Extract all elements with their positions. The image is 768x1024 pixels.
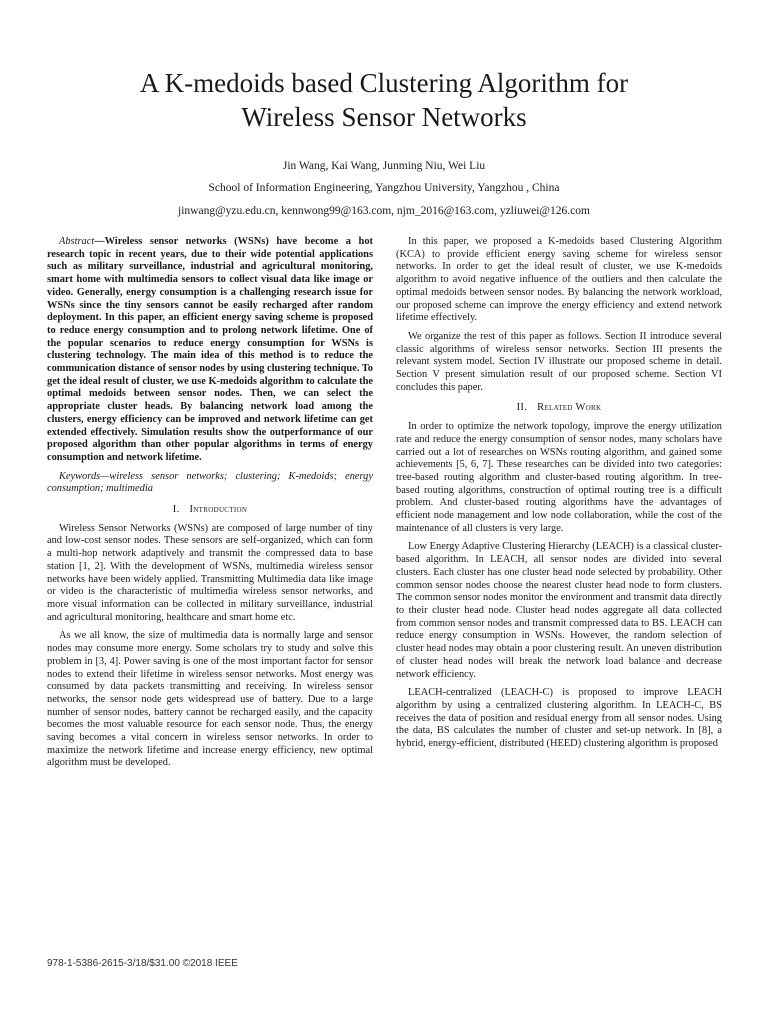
paper-title [0,66,768,134]
keywords-lead: Keywords [59,470,101,482]
intro-paragraph: We organize the rest of this paper as follows. Section II introduce several classic algorithms of wireless sensor networks. Section III presents the relevant system model. Section IV illustrate our proposed scheme in detail. Section V present simulation result of our proposed scheme. Section VI concludes this paper. [396,330,722,393]
abstract [47,236,373,465]
section-heading-related-work [396,402,722,415]
section-title: Introduction [189,504,248,516]
section-number: I. [172,504,180,516]
paper-title-line-1: A K-medoids based Clustering Algorithm for [139,68,629,98]
related-paragraph: LEACH-centralized (LEACH-C) is proposed to improve LEACH algorithm by using a centralized clustering algorithm. In LEACH-C, BS receives the data of position and residual energy from all sensor nodes. Using the data, BS calculates the number of cluster and set-up network. In [8], a hybrid, energy-efficient, distributed (HEED) clustering algorithm is proposed [396,687,722,750]
section-number: II. [516,402,528,414]
intro-paragraph: In this paper, we proposed a K-medoids based Clustering Algorithm (KCA) to provide efficient energy saving scheme for wireless sensor networks. In order to get the ideal result of cluster, we use K-medoids algorithm to avoid negative influence of the outliers and then calculate the optimal medoids between sensor nodes. By balancing the network workload, our proposed scheme can improve the energy efficiency and extend network lifetime effectively. [396,236,722,324]
abstract-text: —Wireless sensor networks (WSNs) have become a hot research topic in recent years, due to their wide potential applications such as military surveillance, industrial and agricultural monitoring, smart home with multimedia sensors to collect visual data like image or video. Generally, energy consumption is a challenging research issue for WSNs since the tiny sensors cannot be easily recharged after random deployment. In this paper, an efficient energy saving scheme is proposed to reduce energy consumption and to prolong network lifetime. One of the popular scenarios to reduce energy consumption for WSNs is clustering technology. The main idea of this method is to reduce the communication distance of sensor nodes by using clustering technique. To get the ideal result of cluster, we use K-medoids algorithm to calculate the optimal medoids between sensor nodes. Then, we can select the appropriate cluster heads. By balancing network load among the clusters, energy efficiency can be improved and network lifetime can get extended effectively. Simulation results show the outperformance of our proposed algorithm than other popular algorithms in terms of energy consumption and network lifetime. [47,236,373,463]
copyright-footer: 978-1-5386-2615-3/18/$31.00 ©2018 IEEE [47,958,238,969]
keywords-text: —wireless sensor networks; clustering; K-medoids; energy consumption; multimedia [47,470,373,495]
section-title: Related Work [537,402,602,414]
left-column [47,236,373,776]
abstract-lead: Abstract [59,236,95,247]
section-heading-introduction [47,504,373,517]
author-affiliation: School of Information Engineering, Yangzhou University, Yangzhou , China [208,182,560,194]
related-paragraph: In order to optimize the network topology, improve the energy utilization rate and reduce the energy consumption of sensor nodes, many scholars have carried out a lot of researches on WSNs routing algorithm, and gained some achievements [5, 6, 7]. These researches can be divided into two categories: tree-based routing algorithm and cluster-based routing algorithm. In tree-based routing algorithms, construction of optimal routing tree is a difficult problem. And cluster-based routing algorithms have the advantages of efficient node management and low node collaboration, while the cost of the maintenance of all clusters is very large. [396,421,722,534]
right-column [396,236,722,757]
intro-paragraph: As we all know, the size of multimedia data is normally large and sensor nodes may consume more energy. Some scholars try to study and solve this problem in [3, 4]. Power saving is one of the most important factor for sensor nodes to extend their lifetime in wireless sensor networks. Most energy was consumed by data packets transmitting and receiving. In wireless sensor networks, the sensor node gets widespread use of battery. Due to a large number of sensor nodes, battery cannot be recharged easily, and the capacity becomes the most valuable resource for each sensor node. Thus, the energy saving becomes a vital concern in wireless sensor networks. In order to maximize the network lifetime and increase energy efficiency, new optimal algorithm must be developed. [47,630,373,769]
related-paragraph: Low Energy Adaptive Clustering Hierarchy (LEACH) is a classical cluster-based algorithm. In LEACH, all sensor nodes are divided into several clusters. Each cluster has one cluster head node selected by probability. Other common sensor nodes choose the nearest cluster head node to form clusters. The common sensor nodes monitor the environment and transmit data directly to their cluster head node. Cluster head nodes aggregate all data collected from common sensor nodes and transmit compressed data to BS. LEACH can reduce energy consumption in WSNs. However, the random selection of cluster head nodes may obtain a poor clustering result. An uneven distribution of cluster head nodes will break the network load balance and decrease network efficiency. [396,541,722,680]
keywords [47,471,373,496]
intro-paragraph: Wireless Sensor Networks (WSNs) are composed of large number of tiny and low-cost sensor nodes. These sensors are self-organized, which can form a multi-hop network adaptively and transmit the compressed data to base station [1, 2]. With the development of WSNs, multimedia wireless sensor networks have been widely applied. Transmitting Multimedia data like image or video is the characteristic of multimedia wireless sensor networks, and more visual information can be collected in military surveillance, industrial and agricultural monitoring, healthcare and smart home etc. [47,522,373,623]
paper-title-line-2: Wireless Sensor Networks [241,102,527,132]
author-names: Jin Wang, Kai Wang, Junming Niu, Wei Liu [282,160,486,172]
author-emails: jinwang@yzu.edu.cn, kennwong99@163.com, njm_2016@163.com, yzliuwei@126.com [178,205,590,217]
